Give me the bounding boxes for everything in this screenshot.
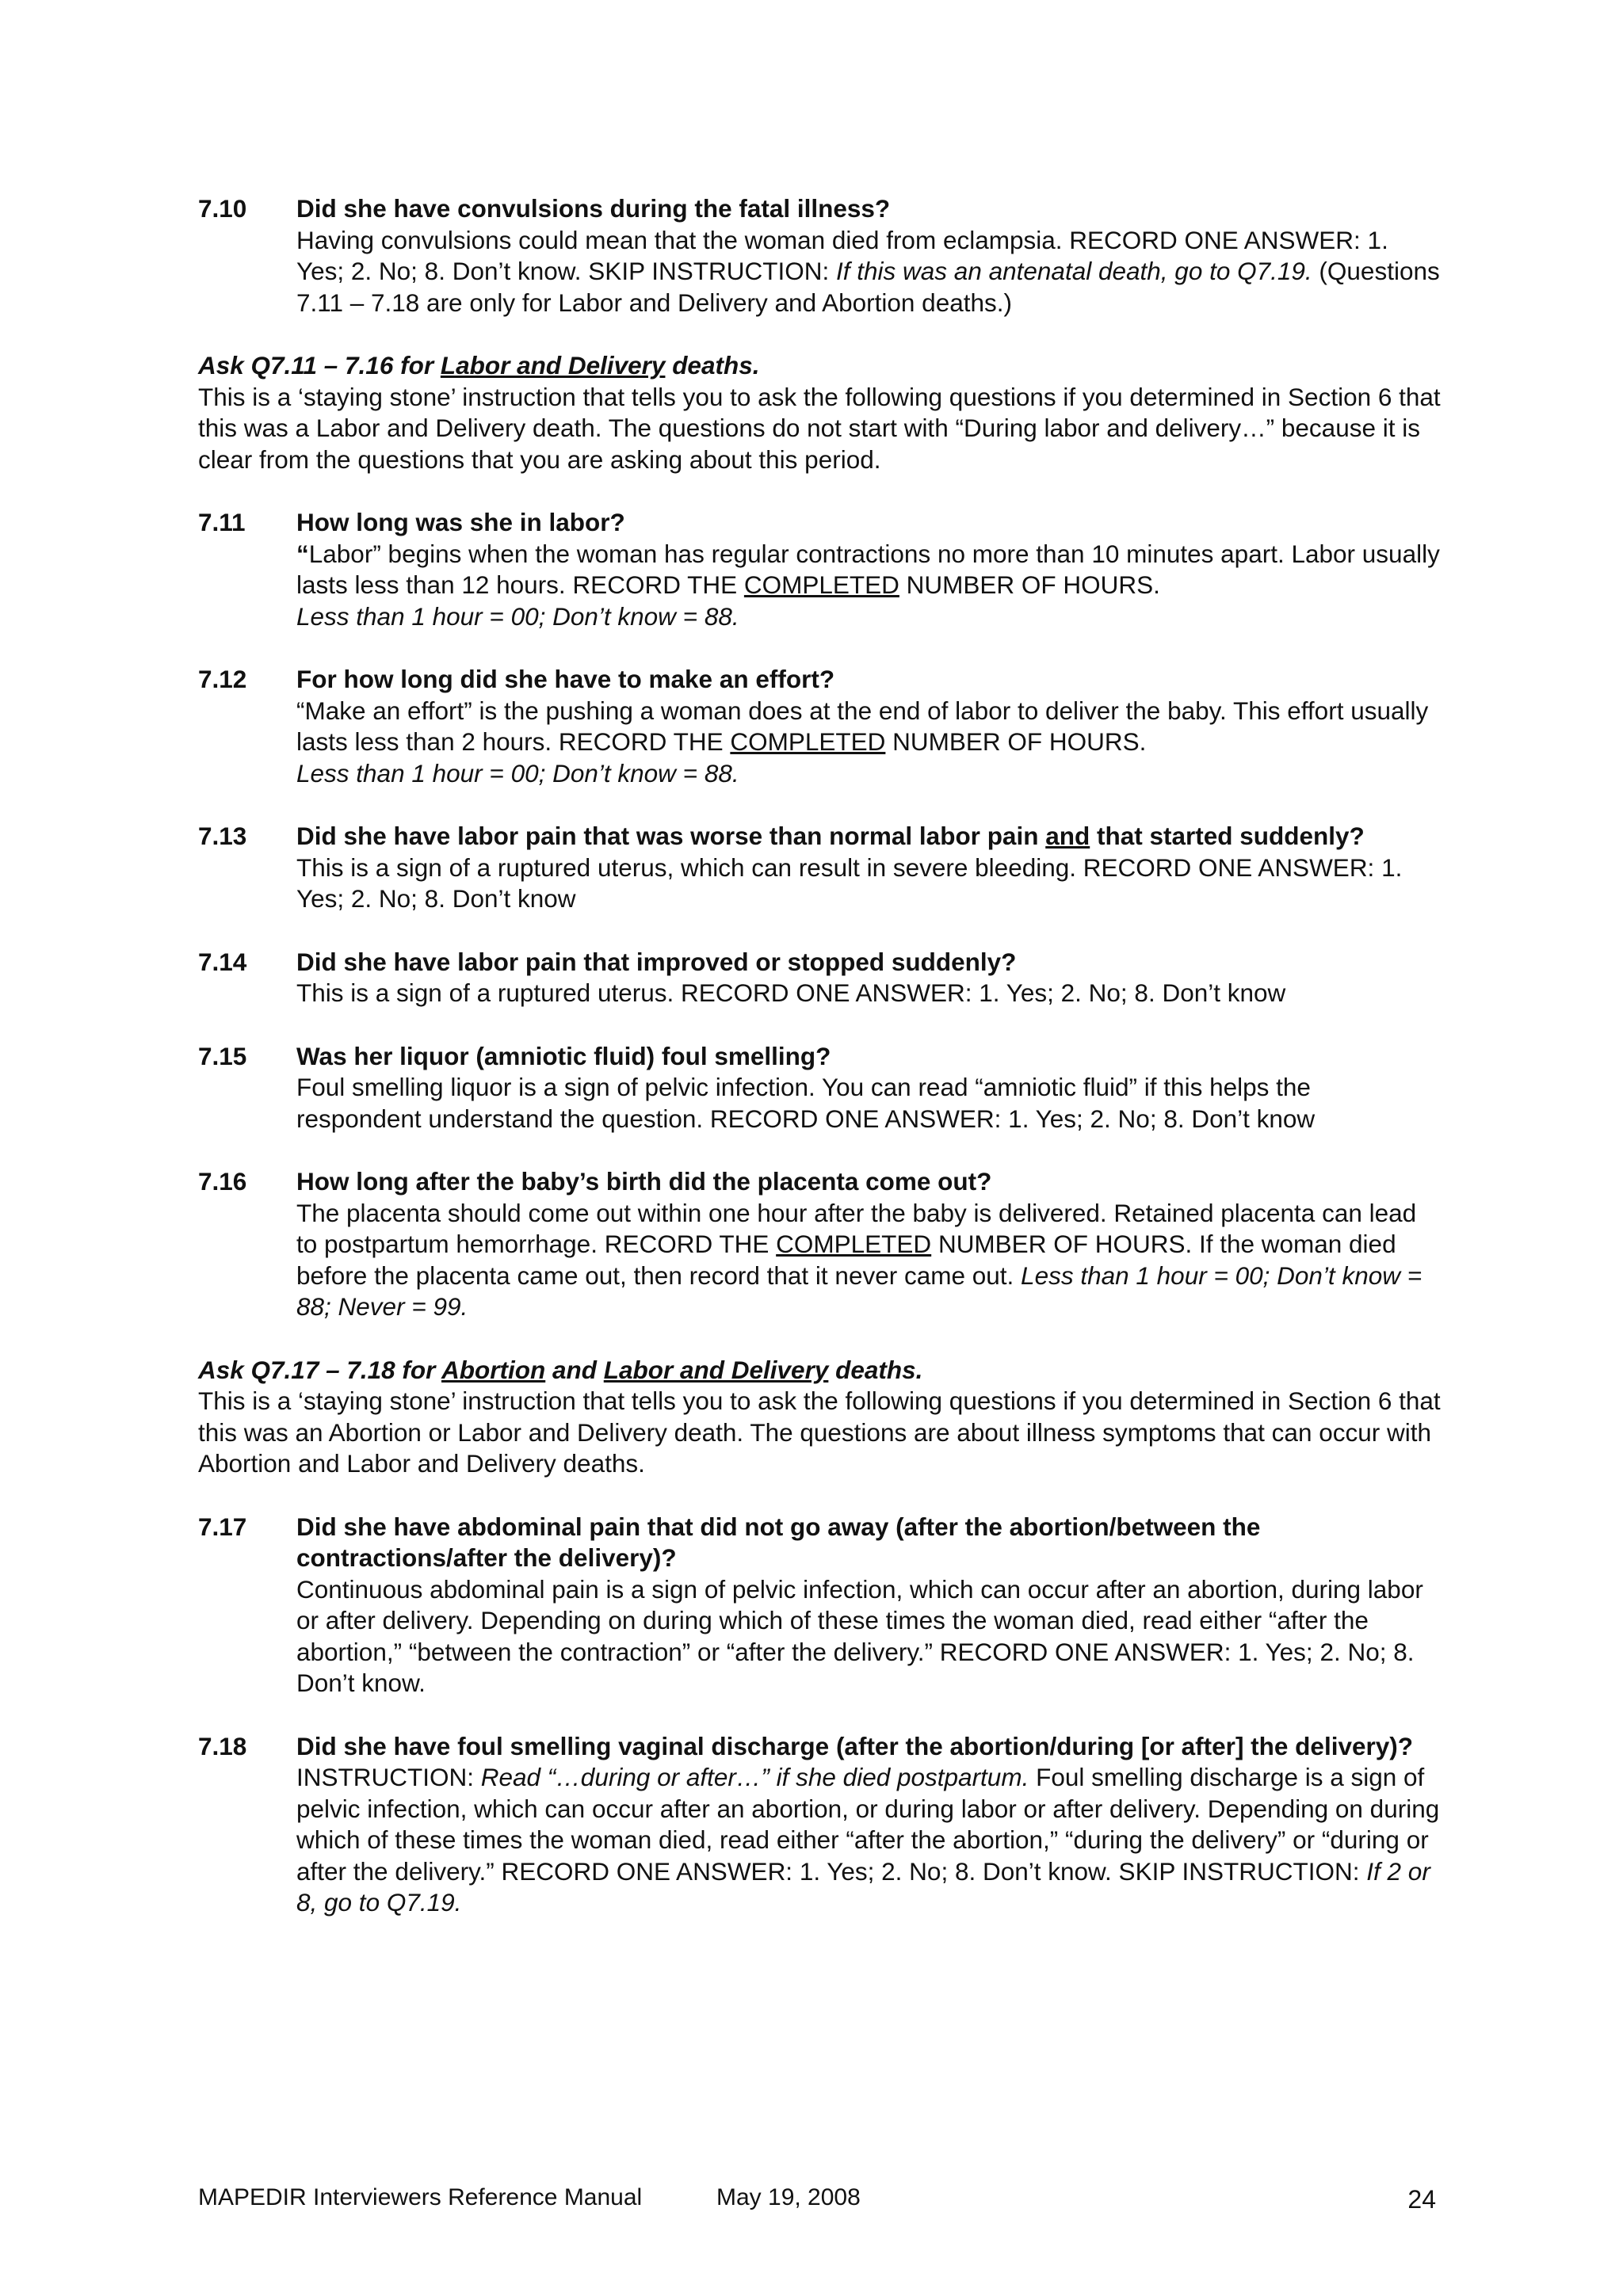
question-body [296,664,1442,789]
coding-note: Less than 1 hour = 00; Don’t know = 88. [296,758,739,788]
question-body [296,193,1442,318]
question-7-10 [198,193,1442,318]
question-7-17 [198,1512,1442,1699]
question-number: 7.15 [198,1041,247,1070]
instruction-italic: Read “…during or after…” if she died postpartum. [480,1763,1029,1791]
page-content [198,193,1442,1951]
question-instructions: “Labor” begins when the woman has regular contractions no more than 10 minutes apart. Labor usually lasts less than 12 hours. RECORD THE COMPLETED NUMBER OF HOURS. Less than 1 hour = 00; Don’t know = 88. [296,539,1440,631]
question-title: How long was she in labor? [296,508,625,536]
coding-note: Less than 1 hour = 00; Don’t know = 88; Never = 99. [296,1261,1423,1321]
question-instructions: “Make an effort” is the pushing a woman does at the end of labor to deliver the baby. This effort usually lasts less than 2 hours. RECORD THE COMPLETED NUMBER OF HOURS. Less than 1 hour = 00; Don’t know = 88. [296,696,1429,788]
question-title: Was her liquor (amniotic fluid) foul smelling? [296,1041,831,1070]
section-heading-emphasis: Labor and Delivery [440,351,666,379]
emphasis-completed: COMPLETED [743,570,899,599]
question-instructions: This is a sign of a ruptured uterus, which can result in severe bleeding. RECORD ONE ANSWER: 1. Yes; 2. No; 8. Don’t know [296,852,1403,913]
question-instructions: INSTRUCTION: Read “…during or after…” if she died postpartum. Foul smelling discharge is a sign of pelvic infection, which can occur after an abortion, or during labor or after delivery. Depending on during which of these times the woman died, read either “after the abortion,” “during the delivery” or “during or after the delivery.” RECORD ONE ANSWER: 1. Yes; 2. No; 8. Don’t know. SKIP INSTRUCTION: If 2 or 8, go to Q7.19. [296,1763,1440,1917]
question-7-11 [198,507,1442,632]
section-heading: Ask Q7.11 – 7.16 for Labor and Delivery deaths. [198,351,760,379]
page-number: 24 [1407,2185,1436,2214]
question-number: 7.13 [198,822,247,850]
question-number: 7.10 [198,194,247,223]
instruction-note: (Questions 7.11 – 7.18 are only for Labor and Delivery and Abortion deaths.) [296,257,1440,317]
section-heading-emphasis: Labor and Delivery [603,1355,829,1384]
question-body [296,947,1442,1009]
question-title: Did she have foul smelling vaginal discharge (after the abortion/during [or after] the delivery)? [296,1731,1413,1760]
page-footer [198,2182,1442,2217]
instruction-text: Having convulsions could mean that the woman died from eclampsia. RECORD ONE ANSWER: 1. Yes; 2. No; 8. Don’t know. SKIP INSTRUCTION: [296,225,1388,285]
section-text: This is a ‘staying stone’ instruction that tells you to ask the following questions if you determined in Section 6 that this was an Abortion or Labor and Delivery death. The questions are about illness symptoms that can occur with Abortion and Labor and Delivery deaths. [198,1386,1441,1478]
question-number: 7.16 [198,1167,247,1196]
question-title: How long after the baby’s birth did the placenta come out? [296,1167,992,1196]
skip-instruction: If this was an antenatal death, go to Q7.19. [836,257,1312,285]
section-text: This is a ‘staying stone’ instruction that tells you to ask the following questions if you determined in Section 6 that this was a Labor and Delivery death. The questions do not start with “During labor and delivery…” because it is clear from the questions that you are asking about this period. [198,382,1441,474]
question-instructions: The placenta should come out within one hour after the baby is delivered. Retained placenta can lead to postpartum hemorrhage. RECORD THE COMPLETED NUMBER OF HOURS. If the woman died before the placenta came out, then record that it never came out. Less than 1 hour = 00; Don’t know = 88; Never = 99. [296,1198,1423,1321]
question-instructions: This is a sign of a ruptured uterus. RECORD ONE ANSWER: 1. Yes; 2. No; 8. Don’t know [296,978,1286,1007]
question-number: 7.11 [198,508,246,536]
question-title: Did she have labor pain that was worse than normal labor pain and that started suddenly? [296,822,1365,850]
footer-manual-title: MAPEDIR Interviewers Reference Manual [198,2184,643,2210]
question-body [296,1166,1442,1323]
emphasis-completed: COMPLETED [730,727,886,756]
question-number: 7.12 [198,665,247,693]
question-title: For how long did she have to make an effort? [296,665,835,693]
question-number: 7.14 [198,947,247,976]
question-body [296,1512,1442,1699]
question-number: 7.17 [198,1512,247,1541]
question-title: Did she have convulsions during the fatal illness? [296,194,891,223]
question-7-12 [198,664,1442,789]
question-instructions: Continuous abdominal pain is a sign of pelvic infection, which can occur after an abortion, during labor or after delivery. Depending on during which of these times the woman died, read either “after the abortion,” “between the contraction” or “after the delivery.” RECORD ONE ANSWER: 1. Yes; 2. No; 8. Don’t know. [296,1574,1423,1697]
question-title: Did she have abdominal pain that did not go away (after the abortion/between the contractions/after the delivery)? [296,1512,1261,1572]
section-heading: Ask Q7.17 – 7.18 for Abortion and Labor and Delivery deaths. [198,1355,923,1384]
question-7-15 [198,1041,1442,1135]
question-7-14 [198,947,1442,1009]
emphasis-completed: COMPLETED [776,1230,932,1258]
section-heading-emphasis: Abortion [441,1355,546,1384]
question-number: 7.18 [198,1731,247,1760]
question-instructions: Foul smelling liquor is a sign of pelvic infection. You can read “amniotic fluid” if this helps the respondent understand the question. RECORD ONE ANSWER: 1. Yes; 2. No; 8. Don’t know [296,1073,1316,1133]
question-title: Did she have labor pain that improved or stopped suddenly? [296,947,1017,976]
question-body [296,1041,1442,1135]
question-body [296,821,1442,915]
footer-date: May 19, 2008 [716,2184,861,2210]
question-7-18 [198,1731,1442,1919]
question-body [296,507,1442,632]
question-body [296,1731,1442,1919]
question-7-16 [198,1166,1442,1323]
coding-note: Less than 1 hour = 00; Don’t know = 88. [296,601,739,631]
section-abortion-labor-delivery [198,1355,1442,1480]
section-labor-delivery [198,350,1442,475]
question-instructions [296,225,1442,319]
question-7-13 [198,821,1442,915]
skip-instruction: If 2 or 8, go to Q7.19. [296,1856,1430,1917]
